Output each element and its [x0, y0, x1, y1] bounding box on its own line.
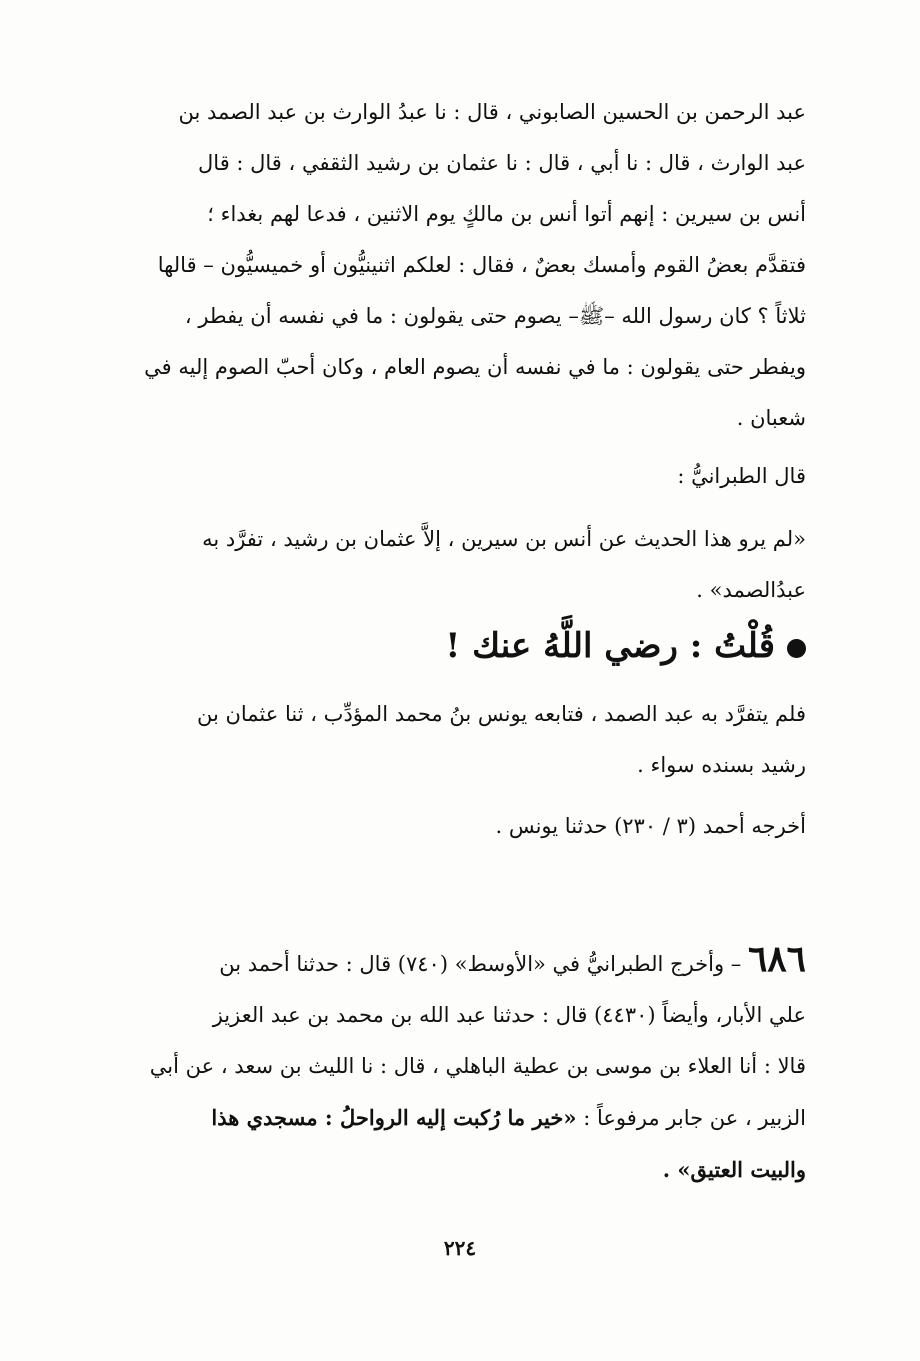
isnad-end: الزبير ، عن جابر مرفوعاً : — [583, 1106, 806, 1130]
hadith-matn: «خير ما رُكبت إليه الرواحلُ : مسجدي هذا — [211, 1105, 577, 1130]
tabarani-label — [88, 451, 806, 502]
bullet-icon — [787, 639, 806, 658]
section-heading — [300, 616, 806, 676]
hadith-intro: – وأخرج الطبرانيُّ في «الأوسط» (٧٤٠) قال : حدثنا أحمد بن — [219, 952, 742, 976]
text-line: فلم يتفرَّد به عبد الصمد ، فتابعه يونس بنُ محمد المؤدِّب ، ثنا عثمان بن — [196, 702, 806, 726]
hadith-number: ٦٨٦ — [747, 938, 806, 980]
text-line: قالا : أنا العلاء بن موسى بن عطية الباهلي ، قال : نا الليث بن سعد ، عن أبي — [149, 1054, 806, 1078]
text-line: عبد الوارث ، قال : نا أبي ، قال : نا عثمان بن رشيد الثقفي ، قال : قال — [198, 151, 806, 175]
paragraph-isnad — [88, 87, 806, 444]
text-line: فتقدَّم بعضُ القوم وأمسك بعضٌ ، فقال : لعلكم اثنينيُّون أو خميسيُّون – قالها — [157, 253, 806, 277]
tabarani-quote — [88, 514, 806, 616]
text-line: عبد الرحمن بن الحسين الصابوني ، قال : نا عبدُ الوارث بن عبد الصمد بن — [178, 100, 806, 124]
text-line: «لم يرو هذا الحديث عن أنس بن سيرين ، إلاَّ عثمان بن رشيد ، تفرَّد به — [202, 527, 806, 551]
paragraph-mutaba — [88, 689, 806, 791]
text-line: شعبان . — [736, 406, 806, 430]
text-line: ويفطر حتى يقولون : ما في نفسه أن يصوم العام ، وكان أحبّ الصوم إليه في — [144, 355, 806, 379]
paragraph-takhrij — [88, 801, 806, 852]
hadith-matn-end: والبيت العتيق» . — [662, 1157, 806, 1182]
hadith-686 — [88, 934, 806, 1195]
page-number: ٢٢٤ — [443, 1236, 477, 1260]
text-line: ثلاثاً ؟ كان رسول الله –ﷺ– يصوم حتى يقولون : ما في نفسه أن يفطر ، — [184, 304, 806, 328]
text-line: أنس بن سيرين : إنهم أتوا أنس بن مالكٍ يوم الاثنين ، فدعا لهم بغداء ؛ — [207, 202, 806, 226]
text-line: رشيد بسنده سواء . — [637, 753, 806, 777]
text-line: عبدُالصمد» . — [696, 578, 806, 602]
text-line: أخرجه أحمد (٣ / ٢٣٠) حدثنا يونس . — [495, 814, 806, 838]
text-line — [88, 934, 806, 990]
text-line — [88, 1092, 806, 1144]
heading-text: قُلْتُ : رضي اللَّهُ عنك ! — [445, 626, 775, 666]
text-line: قال الطبرانيُّ : — [677, 464, 806, 488]
text-line: علي الأبار، وأيضاً (٤٤٣٠) قال : حدثنا عبد الله بن محمد بن عبد العزيز — [212, 1003, 806, 1027]
